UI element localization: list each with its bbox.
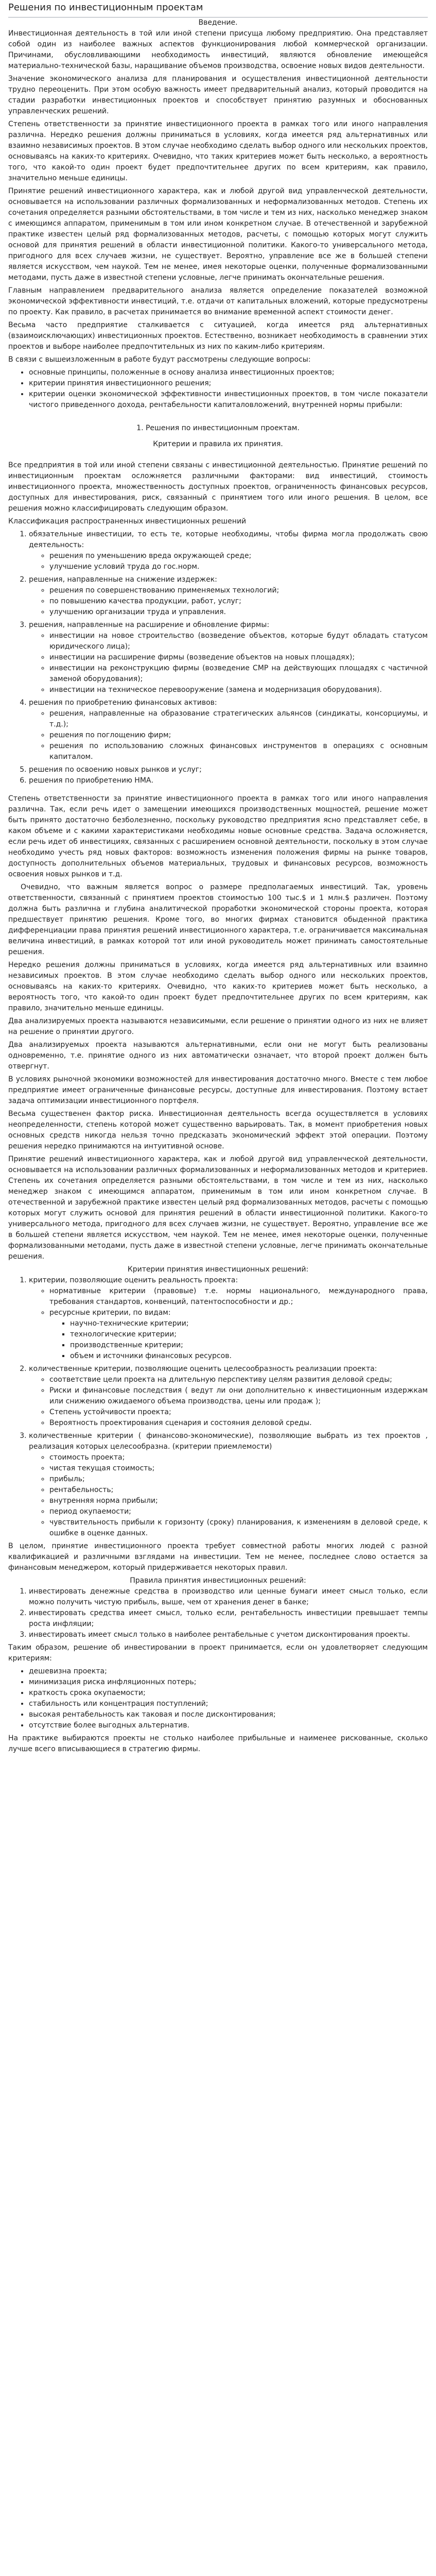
list-item: ◦ улучшению организации труда и управления. xyxy=(49,607,428,618)
paragraph: Два анализируемых проекта называются альтернативными, если они не могут быть реализованы одновременно, т.е. принятие одного из них автоматически означает, что второй проект должен быть отвергнут. xyxy=(8,1041,428,1071)
paragraph: Два анализируемых проекта называются независимыми, если решение о принятии одного из них не влияет на решение о принятии другого. xyxy=(8,1017,428,1036)
list-item: ◦ рентабельность; xyxy=(49,1485,428,1496)
paragraph: В целом, принятие инвестиционного проекта требует совместной работы многих людей с разной квалификацией и различными взглядами на инвестиции. Тем не менее, последнее слово остается за финансовым менеджером, который придерживается некоторых правил. xyxy=(8,1542,428,1572)
classification-item xyxy=(29,765,428,775)
list-item: • высокая рентабельность как таковая и после дисконтирования; xyxy=(29,1709,428,1720)
accept-criteria-list xyxy=(8,1666,428,1731)
classification-label: обязательные инвестиции, то есть те, которые необходимы, чтобы фирма могла продолжать свою деятельность: xyxy=(29,530,428,549)
criteria-subitems xyxy=(29,1375,428,1429)
list-item: ◦ стоимость проекта; xyxy=(49,1452,428,1463)
paragraph: Принятие решений инвестиционного характера, как и любой другой вид управленческой деятельности, основывается на использовании различных формализованных и неформализованных методов. Степень их сочетания определяется разными обстоятельствами, в том числе и тем из них, насколько менеджер знаком с имеющимся аппаратом, применимым в том или ином конкретном случае. В отечественной и зарубежной практике известен целый ряд формализованных методов, расчеты, с помощью которых могут служить основой для принятия решений в области инвестиционной политики. Какого-то универсального метода, пригодного для всех случаев жизни, не существует. Вероятно, управление все же в большей степени является искусством, чем наукой. Тем не менее, имея некоторые оценки, полученные формализованными методами, пусть даже в известной степени условные, легче принимать окончательные решения. xyxy=(8,187,428,282)
classification-item xyxy=(29,775,428,786)
paragraph: Степень ответственности за принятие инвестиционного проекта в рамках того или иного направления различна. Так, если речь идет о замещении имеющихся производственных мощностей, решение может быть принято достаточно безболезненно, поскольку руководство предприятия ясно представляет себе, в каком объеме и с какими характеристиками необходимы новые основные средства. Задача осложняется, если речь идет об инвестициях, связанных с расширением основной деятельности, поскольку в этом случае необходимо учесть ряд новых факторов: возможность изменения положения фирмы на рынке товаров, доступность дополнительных объемов материальных, трудовых и финансовых ресурсов, возможность освоения новых рынков и т.д. xyxy=(8,794,428,878)
classification-subitems xyxy=(29,551,428,572)
classification-subitems xyxy=(29,585,428,618)
list-item: ◦ Вероятность проектирования сценария и состояния деловой среды. xyxy=(49,1418,428,1429)
list-item: ◦ инвестиции на расширение фирмы (возведение объектов на новых площадях); xyxy=(49,652,428,663)
paragraph: Таким образом, решение об инвестировании в проект принимается, если он удовлетворяет следующим критериям: xyxy=(8,1643,428,1663)
paragraph: Все предприятия в той или иной степени связаны с инвестиционной деятельностью. Принятие решений по инвестиционным проектам осложняется различными факторами: вид инвестиций, стоимость инвестиционного проекта, множественность доступных проектов, ограниченность финансовых ресурсов, доступных для инвестирования, риск, связанный с принятием того или иного решения. В целом, все решения можно классифицировать следующим образом. xyxy=(8,461,428,513)
list-item: ◦ решения по поглощению фирм; xyxy=(49,730,428,741)
list-item: ◦ решения по совершенствованию применяемых технологий; xyxy=(49,585,428,596)
paragraph: Принятие решений инвестиционного характера, как и любой другой вид управленческой деятельности, основывается на использовании различных формализованных и неформализованных методов и критериев. Степень их сочетания определяется разными обстоятельствами, в том числе и тем из них, насколько менеджер знаком с имеющимся аппаратом, применимым в том или ином конкретном случае. В отечественной и зарубежной практике известен целый ряд формализованных методов, расчеты с помощью которых могут служить основой для принятия решений в области инвестиционной политики. Какого-то универсального метода, пригодного для всех случаев жизни, не существует. Вероятно, управление все же в большей степени является искусством, чем наукой. Тем не менее, имея некоторые оценки, полученные формализованными методами, пусть даже в известной степени условные, легче принимать окончательные решения. xyxy=(8,1155,428,1261)
closing-paragraph: На практике выбираются проекты не столько наиболее прибыльные и наименее рискованные, сколько лучше всего вписывающиеся в стратегию фирмы. xyxy=(8,1734,428,1753)
list-item: • минимизация риска инфляционных потерь; xyxy=(29,1677,428,1688)
intro-heading: Введение. xyxy=(198,19,238,27)
list-item: ◦ улучшение условий труда до гос.норм. xyxy=(49,562,428,572)
list-item: • стабильность или концентрация поступлений; xyxy=(29,1699,428,1709)
list-item: ◦ решения по уменьшению вреда окружающей среде; xyxy=(49,551,428,562)
paragraph: Главным направлением предварительного анализа является определение показателей возможной экономической эффективности инвестиций, т.е. отдачи от капитальных вложений, которые предусмотрены по проекту. Как правило, в расчетах принимается во внимание временной аспект стоимости денег. xyxy=(8,286,428,316)
list-item: ◦ решения по использованию сложных финансовых инструментов в операциях с основным капиталом. xyxy=(49,741,428,762)
paragraph: Нередко решения должны приниматься в условиях, когда имеется ряд альтернативных или взаимно независимых проектов. В этом случае необходимо сделать выбор одного или нескольких проектов, основываясь на каких-то критериях. Очевидно, что каких-то критериев может быть несколько, а вероятность того, что какой-то один проект будет предпочтительнее других по всем критериям, как правило, значительно меньше единицы. xyxy=(8,961,428,1012)
list-item: ◦ инвестиции на реконструкцию фирмы (возведение СМР на действующих площадях с частичной заменой оборудования); xyxy=(49,663,428,685)
intro-paragraphs xyxy=(8,28,428,352)
list-item: 2. инвестировать средства имеет смысл, только если, рентабельность инвестиции превышает темпы роста инфляции; xyxy=(29,1608,428,1630)
list-item: ◦ Степень устойчивости проекта; xyxy=(49,1407,428,1418)
list-item: • критерии оценки экономической эффективности инвестиционных проектов, в том числе показатели чистого приведенного дохода, рентабельности капиталовложений, внутренней нормы прибыли: xyxy=(29,389,428,411)
list-item: ◦ Риски и финансовые последствия ( ведут ли они дополнительно к инвестиционным издержкам или снижению ожидаемого объема производства, цены или продаж ); xyxy=(49,1385,428,1407)
section-subheading: Критерии и правила их принятия. xyxy=(153,440,283,448)
intro-list-lead: В связи с вышеизложенным в работе будут рассмотрены следующие вопросы: xyxy=(8,355,311,364)
list-item: ▪ производственные критерии; xyxy=(70,1340,428,1351)
section-heading: 1. Решения по инвестиционным проектам. xyxy=(136,424,300,432)
list-item: ◦ соответствие цели проекта на длительную перспективу целям развития деловой среды; xyxy=(49,1375,428,1385)
classification-subitems xyxy=(29,631,428,696)
criteria-label: количественные критерии, позволяющие оценить целесообразность реализации проекта: xyxy=(29,1365,377,1373)
classification-subitems xyxy=(29,708,428,762)
list-item: ◦ решения, направленные на образование стратегических альянсов (синдикаты, консорциумы, и т.д.); xyxy=(49,708,428,730)
criteria-subitems xyxy=(29,1452,428,1539)
list-item: ▪ научно-технические критерии; xyxy=(70,1318,428,1329)
list-item: • критерии принятия инвестиционного решения; xyxy=(29,378,428,389)
list-item xyxy=(49,1308,428,1362)
classification-item xyxy=(29,620,428,696)
classification-item xyxy=(29,574,428,618)
list-item: ◦ чистая текущая стоимость; xyxy=(49,1463,428,1474)
list-item: ◦ чувствительность прибыли к горизонту (сроку) планирования, к изменениям в деловой среде, к ошибке в оценке данных. xyxy=(49,1517,428,1539)
list-item: ◦ инвестиции на техническое перевооружение (замена и модернизация оборудования). xyxy=(49,685,428,696)
paragraph: В условиях рыночной экономики возможностей для инвестирования достаточно много. Вместе с тем любое предприятие имеет ограниченные финансовые ресурсы, доступные для инвестирования. Поэтому встает задача оптимизации инвестиционного портфеля. xyxy=(8,1075,428,1105)
paragraph: Весьма часто предприятие сталкивается с ситуацией, когда имеется ряд альтернативных (взаимоисключающих) инвестиционных проектов. Естественно, возникает необходимость в сравнении этих проектов и выборе наиболее предпочтительных из них по каким-либо критериям. xyxy=(8,321,428,351)
list-item: ◦ инвестиции на новое строительство (возведение объектов, которые будут обладать статусом юридического лица); xyxy=(49,631,428,652)
criteria-item xyxy=(29,1275,428,1362)
rules-list xyxy=(8,1586,428,1640)
classification-label: решения по приобретению финансовых активов: xyxy=(29,699,217,707)
list-item: 3. инвестировать имеет смысл только в наиболее рентабельные с учетом дисконтирования проекты. xyxy=(29,1630,428,1640)
paragraph: Значение экономического анализа для планирования и осуществления инвестиционной деятельности трудно переоценить. При этом особую важность имеет предварительный анализ, который проводится на стадии разработки инвестиционных проектов и способствует принятию разумных и обоснованных управленческих решений. xyxy=(8,75,428,115)
list-item-text: ресурсные критерии, по видам: xyxy=(49,1309,171,1317)
criteria-item xyxy=(29,1364,428,1429)
classification-list xyxy=(8,529,428,786)
list-item: ▪ объем и источники финансовых ресурсов. xyxy=(70,1351,428,1362)
criteria-heading: Критерии принятия инвестиционных решений: xyxy=(127,1265,309,1274)
list-item: ◦ прибыль; xyxy=(49,1474,428,1485)
classification-label: решения по приобретению НМА. xyxy=(29,776,153,785)
paragraph: Степень ответственности за принятие инвестиционного проекта в рамках того или иного направления различна. Нередко решения должны приниматься в условиях, когда имеется ряд альтернативных или взаимно независимых проектов. В этом случае необходимо сделать выбор одного или нескольких проектов, основываясь на каких-то критериях. Очевидно, что таких критериев может быть несколько, а вероятность того, что какой-то один проект будет предпочтительнее других по всем критериям, как правило, значительно меньше единицы. xyxy=(8,120,428,182)
list-item: • дешевизна проекта; xyxy=(29,1666,428,1677)
criteria-subitems xyxy=(29,1286,428,1362)
classification-item xyxy=(29,698,428,762)
criteria-nested xyxy=(49,1318,428,1362)
list-item: • отсутствие более выгодных альтернатив. xyxy=(29,1720,428,1731)
list-item: • основные принципы, положенные в основу анализа инвестиционных проектов; xyxy=(29,367,428,378)
classification-label: решения по освоению новых рынков и услуг; xyxy=(29,766,202,774)
rules-heading: Правила принятия инвестиционных решений: xyxy=(130,1577,306,1585)
criteria-list xyxy=(8,1275,428,1539)
classification-label: решения, направленные на снижение издержек: xyxy=(29,575,217,584)
criteria-item xyxy=(29,1431,428,1539)
criteria-label: критерии, позволяющие оценить реальность проекта: xyxy=(29,1276,238,1284)
classification-label: решения, направленные на расширение и обновление фирмы: xyxy=(29,621,270,629)
criteria-label: количественные критерии ( финансово-экономические), позволяющие выбрать из тех проектов , реализация которых целесообразна. (критерии приемлемости) xyxy=(29,1432,428,1451)
list-item: 1. инвестировать денежные средства в производство или ценные бумаги имеет смысл только, если можно получить чистую прибыль, выше, чем от хранения денег в банке; xyxy=(29,1586,428,1608)
paragraph: Весьма существенен фактор риска. Инвестиционная деятельность всегда осуществляется в условиях неопределенности, степень которой может существенно варьировать. Так, в момент приобретения новых основных средств никогда нельзя точно предсказать экономический эффект этой операции. Поэтому решения нередко принимаются на интуитивной основе. xyxy=(8,1110,428,1150)
list-item: ▪ технологические критерии; xyxy=(70,1329,428,1340)
list-item: ◦ по повышению качества продукции, работ, услуг; xyxy=(49,596,428,607)
paragraph: Инвестиционная деятельность в той или иной степени присуща любому предприятию. Она представляет собой один из наиболее важных аспектов функционирования любой коммерческой организации. Причинами, обусловливающими необходимость инвестиций, являются обновление имеющейся материально-технической базы, наращивание объемов производства, освоение новых видов деятельности. xyxy=(8,29,428,70)
section1-paragraphs xyxy=(8,793,428,1262)
list-item: ◦ период окупаемости; xyxy=(49,1506,428,1517)
list-item: ◦ внутренняя норма прибыли; xyxy=(49,1496,428,1506)
page-title: Решения по инвестиционным проектам xyxy=(8,0,428,18)
list-item: ◦ нормативные критерии (правовые) т.е. нормы национального, международного права, требования стандартов, конвенций, патентоспособности и др.; xyxy=(49,1286,428,1308)
classification-lead: Классификация распространенных инвестиционных решений xyxy=(8,517,247,526)
list-item: • краткость срока окупаемости; xyxy=(29,1688,428,1699)
classification-item xyxy=(29,529,428,572)
paragraph: Очевидно, что важным является вопрос о размере предполагаемых инвестиций. Так, уровень ответственности, связанный с принятием проектов стоимостью 100 тыс.$ и 1 млн.$ различен. Поэтому должна быть различна и глубина аналитической проработки экономической стороны проекта, которая предшествует принятию решения. Кроме того, во многих фирмах становится обыденной практика дифференциации права принятия решений инвестиционного характера, т.е. ограничивается максимальная величина инвестиций, в рамках которой тот или иной руководитель может принимать самостоятельные решения. xyxy=(8,883,428,956)
intro-list xyxy=(8,367,428,411)
